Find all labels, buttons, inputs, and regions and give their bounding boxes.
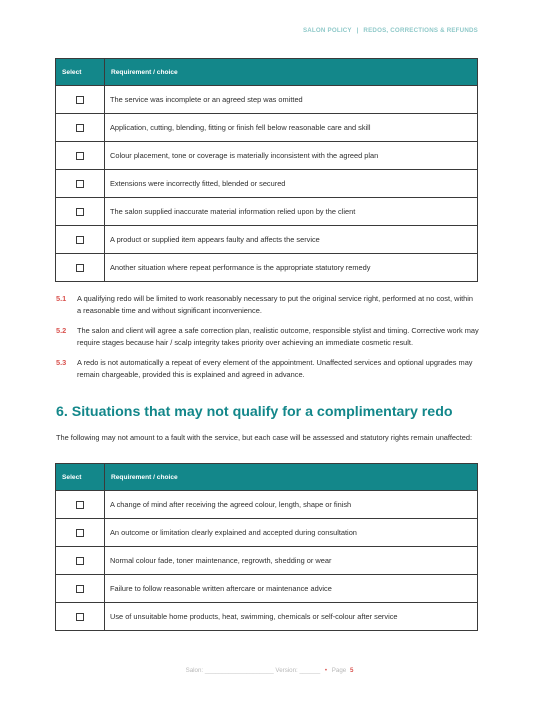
checkbox[interactable]	[76, 557, 84, 565]
requirement-text: Colour placement, tone or coverage is materially inconsistent with the agreed plan	[105, 142, 478, 170]
column-header-select: Select	[56, 59, 105, 86]
requirement-text: Failure to follow reasonable written aftercare or maintenance advice	[105, 575, 478, 603]
table-header-row	[56, 464, 478, 491]
checkbox-cell[interactable]	[56, 575, 105, 603]
checkbox-cell[interactable]	[56, 491, 105, 519]
page-footer	[0, 667, 539, 674]
redo-clauses	[56, 293, 479, 384]
checkbox-cell[interactable]	[56, 519, 105, 547]
requirement-text: A change of mind after receiving the agreed colour, length, shape or finish	[105, 491, 478, 519]
table-row	[56, 519, 478, 547]
column-header-select: Select	[56, 464, 105, 491]
header-separator: |	[356, 27, 359, 34]
table-row	[56, 491, 478, 519]
clause-5-2	[56, 325, 479, 350]
requirement-text: An outcome or limitation clearly explained and accepted during consultation	[105, 519, 478, 547]
footer-page-label: Page	[331, 667, 347, 674]
checkbox-cell[interactable]	[56, 170, 105, 198]
footer-version-field: Version: ______	[275, 667, 321, 674]
column-header-requirement: Requirement / choice	[105, 59, 478, 86]
clause-text: A qualifying redo will be limited to work reasonably necessary to put the original service right, performed at no cost, within a reasonable time and without significant inconvenience.	[77, 294, 474, 316]
requirement-text: The salon supplied inaccurate material information relied upon by the client	[105, 198, 478, 226]
clause-5-1	[56, 293, 479, 318]
requirement-text: The service was incomplete or an agreed step was omitted	[105, 86, 478, 114]
table-row	[56, 198, 478, 226]
table-row	[56, 575, 478, 603]
checkbox[interactable]	[76, 152, 84, 160]
table-row	[56, 603, 478, 631]
checkbox-cell[interactable]	[56, 226, 105, 254]
checkbox[interactable]	[76, 180, 84, 188]
table-row	[56, 114, 478, 142]
table-row	[56, 142, 478, 170]
clause-number: 5.2	[56, 325, 67, 335]
checkbox[interactable]	[76, 236, 84, 244]
table-header-row	[56, 59, 478, 86]
footer-bullet: •	[324, 667, 328, 674]
checkbox-cell[interactable]	[56, 198, 105, 226]
redo-qualifying-table	[55, 58, 478, 282]
checkbox[interactable]	[76, 501, 84, 509]
requirement-text: Extensions were incorrectly fitted, blended or secured	[105, 170, 478, 198]
header-policy: SALON POLICY	[302, 27, 352, 34]
table-row	[56, 547, 478, 575]
table-row	[56, 254, 478, 282]
checkbox[interactable]	[76, 208, 84, 216]
table-row	[56, 226, 478, 254]
section-6-heading: 6. Situations that may not qualify for a complimentary redo	[56, 404, 453, 420]
checkbox[interactable]	[76, 264, 84, 272]
column-header-requirement: Requirement / choice	[105, 464, 478, 491]
checkbox-cell[interactable]	[56, 114, 105, 142]
checkbox[interactable]	[76, 124, 84, 132]
section-6-intro: The following may not amount to a fault with the service, but each case will be assessed and statutory rights remain unaffected:	[56, 433, 473, 442]
header-section: REDOS, CORRECTIONS & REFUNDS	[363, 27, 478, 34]
footer-salon-field: Salon: ____________________	[185, 667, 274, 674]
clause-number: 5.3	[56, 357, 67, 367]
checkbox[interactable]	[76, 585, 84, 593]
checkbox-cell[interactable]	[56, 254, 105, 282]
requirement-text: A product or supplied item appears faulty and affects the service	[105, 226, 478, 254]
requirement-text: Another situation where repeat performance is the appropriate statutory remedy	[105, 254, 478, 282]
clause-text: A redo is not automatically a repeat of every element of the appointment. Unaffected services and optional upgrades may remain chargeable, provided this is explained and agreed in advance.	[77, 357, 473, 380]
checkbox-cell[interactable]	[56, 142, 105, 170]
table-row	[56, 170, 478, 198]
running-header	[303, 27, 478, 34]
clause-5-3	[56, 357, 479, 382]
requirement-text: Application, cutting, blending, fitting or finish fell below reasonable care and skill	[105, 114, 478, 142]
checkbox[interactable]	[76, 613, 84, 621]
checkbox[interactable]	[76, 529, 84, 537]
checkbox-cell[interactable]	[56, 86, 105, 114]
table-row	[56, 86, 478, 114]
clause-text: The salon and client will agree a safe correction plan, realistic outcome, responsible stylist and timing. Corrective work may require stages because hair / scalp integrity takes priority over achieving an immediate cosmetic result.	[77, 325, 479, 348]
clause-number: 5.1	[56, 294, 67, 303]
checkbox-cell[interactable]	[56, 547, 105, 575]
footer-page-number: 5	[349, 667, 354, 674]
checkbox-cell[interactable]	[56, 603, 105, 631]
non-qualifying-table	[55, 463, 478, 631]
requirement-text: Use of unsuitable home products, heat, swimming, chemicals or self-colour after service	[105, 603, 478, 631]
requirement-text: Normal colour fade, toner maintenance, regrowth, shedding or wear	[105, 547, 478, 575]
checkbox[interactable]	[76, 96, 84, 104]
